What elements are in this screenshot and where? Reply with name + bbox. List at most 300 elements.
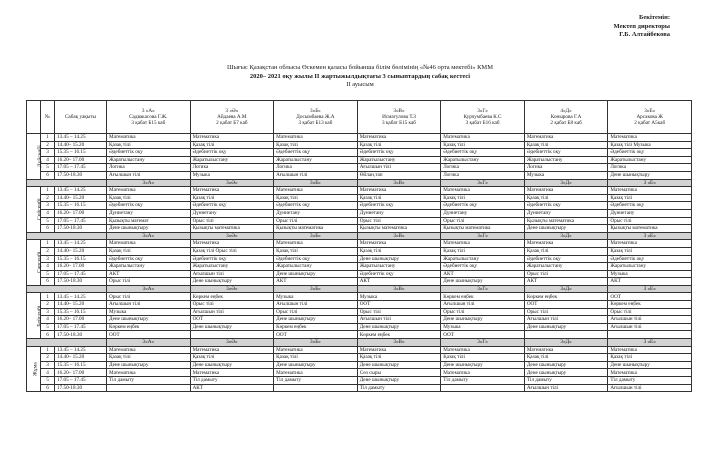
lesson-time: 15.35 – 16.15 [55, 255, 107, 263]
subject-cell: Математика [190, 134, 274, 142]
subject-cell: Әдебиеттік оқу [107, 149, 191, 157]
subject-cell: Тіл дамыту [608, 377, 692, 385]
subject-cell: Қазақ тілі [274, 354, 358, 362]
lesson-time: 16.20– 17.00 [55, 263, 107, 271]
subject-cell: Қазақ тілі [524, 194, 608, 202]
subject-cell: Математика [274, 134, 358, 142]
subject-cell: Көркем еңбек [274, 323, 358, 331]
lesson-time: 17.50-18.30 [55, 278, 107, 286]
table-row [27, 134, 692, 142]
subject-cell: Математика [107, 187, 191, 195]
subject-cell: Музыка [357, 293, 441, 301]
subject-cell: Дүниетану [524, 209, 608, 217]
lesson-number: 5 [41, 164, 55, 172]
lesson-time: 14.40– 15.20 [55, 247, 107, 255]
lesson-number: 1 [41, 134, 55, 142]
table-row [27, 164, 692, 172]
subject-cell [107, 384, 191, 392]
separator-class-label: 3 «Е» [608, 339, 692, 347]
subject-cell: Қазақ тілі [107, 194, 191, 202]
subject-cell: Математика [608, 240, 692, 248]
table-row [27, 171, 692, 179]
subject-cell: Дене шынықтыру [441, 278, 525, 286]
separator-class-label: 3 «Е» [608, 179, 692, 187]
table-row [27, 361, 692, 369]
subject-cell: Көркем еңбек [441, 293, 525, 301]
separator-class-label: 3«Ә» [190, 232, 274, 240]
school-name: Шығыс Қазақстан облысы Өскемен қаласы бойынша білім бөлімінің «№46 орта мектебі» КММ [227, 64, 493, 71]
lesson-time: 15.35 – 16.15 [55, 149, 107, 157]
table-row [27, 346, 692, 354]
table-row [27, 217, 692, 225]
subject-cell: Дене шынықтыру [190, 361, 274, 369]
subject-cell: Дене шынықтыру [357, 361, 441, 369]
subject-cell: Көркем еңбек [107, 323, 191, 331]
separator-class-label: 3«Г» [441, 285, 525, 293]
lesson-number: 6 [41, 331, 55, 339]
schedule-title: 2020– 2021 оқу жылы II жартыжылдықтағы 3 сыныптардың сабақ кестесі [249, 72, 471, 80]
subject-cell: Математика [357, 187, 441, 195]
subject-cell: Дене шынықтыру [608, 361, 692, 369]
subject-cell: Жаратылыстану [107, 156, 191, 164]
lesson-number: 3 [41, 202, 55, 210]
subject-cell: Қазақ тілі [357, 354, 441, 362]
header-class: 3 «А» Садвакасова Г.Ж. 3 қабат Б15 каб [107, 101, 191, 134]
subject-cell: Дене шынықтыру [524, 361, 608, 369]
subject-cell: Әдебиеттік оқу [524, 255, 608, 263]
subject-cell: Дене шынықтыру [190, 323, 274, 331]
subject-cell: Қазақ тілі [441, 194, 525, 202]
lesson-time: 17.05 – 17.45 [55, 270, 107, 278]
lesson-number: 3 [41, 361, 55, 369]
lesson-number: 2 [41, 247, 55, 255]
header-class: 3«Е» Арсакова Ж 2 қабат А5каб [608, 101, 692, 134]
lesson-number: 5 [41, 377, 55, 385]
subject-cell: Қазақ тілі [524, 247, 608, 255]
subject-cell: Дене шынықтыру [608, 171, 692, 179]
subject-cell: Математика [357, 134, 441, 142]
subject-cell: Математика [107, 369, 191, 377]
subject-cell: Қазақ тілі [357, 194, 441, 202]
subject-cell: Жаратылыстану [190, 263, 274, 271]
subject-cell: Математика [274, 240, 358, 248]
day-name: Сәрсенбі [36, 251, 43, 274]
lesson-time: 17.05 – 17.45 [55, 164, 107, 172]
subject-cell: Дене шынықтыру [357, 323, 441, 331]
subject-cell: Математика [441, 187, 525, 195]
lesson-time: 17.05 – 17.45 [55, 217, 107, 225]
subject-cell: Жаратылыстану [274, 156, 358, 164]
table-row [27, 278, 692, 286]
lesson-number: 2 [41, 301, 55, 309]
day-name: Бейсенбі [36, 305, 43, 327]
subject-cell: Тіл дамыту [107, 377, 191, 385]
subject-cell: Музыка [274, 293, 358, 301]
day-label [27, 293, 41, 339]
lesson-number: 3 [41, 149, 55, 157]
subject-cell: Дене шынықтыру [107, 316, 191, 324]
subject-cell: Логика [441, 164, 525, 172]
subject-cell: Жаратылыстану [107, 263, 191, 271]
lesson-number: 3 [41, 308, 55, 316]
subject-cell: Қызықты математ [107, 217, 191, 225]
header-class: 3«Г» Курчумбаева К.С 3 қабат Б16 каб [441, 101, 525, 134]
separator-class-label: 3«Б» [274, 179, 358, 187]
lesson-number: 6 [41, 384, 55, 392]
lesson-time: 17.50-18.30 [55, 171, 107, 179]
separator-class-label: 3«Д» [524, 339, 608, 347]
approval-position: Мектеп директоры [613, 22, 670, 30]
subject-cell: Әдебиеттік оқу [190, 149, 274, 157]
subject-cell: Дене шынықтыру [107, 225, 191, 233]
subject-cell: Тіл дамыту [524, 377, 608, 385]
table-row [27, 187, 692, 195]
subject-cell [524, 331, 608, 339]
separator-class-label: 3«Б» [274, 232, 358, 240]
subject-cell: Орыс тілі [608, 308, 692, 316]
subject-cell: Орыс тілі [608, 217, 692, 225]
subject-cell: Математика [190, 346, 274, 354]
lesson-time: 14.40– 15.20 [55, 301, 107, 309]
subject-cell: Орыс тілі [357, 308, 441, 316]
subject-cell: Дене шынықтыру [190, 278, 274, 286]
subject-cell: Қазақ тілі [274, 247, 358, 255]
subject-cell: Көркем еңбек [608, 301, 692, 309]
day-label [27, 187, 41, 233]
separator-blank [27, 339, 107, 347]
subject-cell: Дүниетану [608, 209, 692, 217]
subject-cell: Әдебиеттік оқу [608, 202, 692, 210]
subject-cell: Әдебиеттік оқу [107, 255, 191, 263]
separator-blank [27, 285, 107, 293]
lesson-time: 15.35 – 16.15 [55, 202, 107, 210]
subject-cell: Қазақ тілі [608, 354, 692, 362]
subject-cell: Қазақ тілі [190, 141, 274, 149]
subject-cell: Әдебиеттік оқу [107, 202, 191, 210]
day-name: Сейсенбі [36, 198, 43, 221]
subject-cell: Қызықты математика [357, 225, 441, 233]
subject-cell [441, 384, 525, 392]
day-label [27, 346, 41, 392]
subject-cell: Ағылшын тілі [190, 308, 274, 316]
subject-cell: Қазақ тілі [608, 247, 692, 255]
subject-cell: Сөз сыры [357, 369, 441, 377]
subject-cell: Музыка [608, 270, 692, 278]
subject-cell: Жаратылыстану [441, 156, 525, 164]
separator-class-label: 3«В» [357, 179, 441, 187]
subject-cell: Тіл дамыту [274, 377, 358, 385]
subject-cell: Логика [107, 164, 191, 172]
subject-cell: Математика [524, 134, 608, 142]
subject-cell: АКТ [274, 278, 358, 286]
subject-cell: АКТ [357, 278, 441, 286]
separator-class-label: 3 «Е» [608, 285, 692, 293]
subject-cell: Қазақ тілі [441, 247, 525, 255]
lesson-number: 4 [41, 369, 55, 377]
subject-cell: Дене шынықтыру [524, 369, 608, 377]
subject-cell: Қазақ тілі [107, 247, 191, 255]
separator-class-label: 3«В» [357, 285, 441, 293]
subject-cell: Дене шынықтыру [357, 377, 441, 385]
separator-class-label: 3«Ә» [190, 339, 274, 347]
table-row [27, 209, 692, 217]
subject-cell: Әдебиеттік оқу [524, 202, 608, 210]
subject-cell: Қызықты математика [441, 225, 525, 233]
subject-cell: Математика [524, 346, 608, 354]
day-label [27, 240, 41, 286]
subject-cell: Қазақ тілі [524, 354, 608, 362]
subject-cell: Дене шынықтыру [274, 270, 358, 278]
subject-cell: Жаратылыстану [608, 263, 692, 271]
schedule-body [27, 101, 692, 392]
subject-cell: Математика [441, 346, 525, 354]
separator-class-label: 3«Г» [441, 339, 525, 347]
subject-cell: Математика [441, 240, 525, 248]
lesson-number: 3 [41, 255, 55, 263]
subject-cell: Математика [357, 240, 441, 248]
subject-cell: Жаратылыстану [441, 255, 525, 263]
subject-cell: Дене шынықтыру [524, 225, 608, 233]
subject-cell: Математика [190, 240, 274, 248]
subject-cell: АКТ [190, 384, 274, 392]
class-separator-row [27, 179, 692, 187]
header-class: 4«Д» Конырова Г.А 2 қабат Б8 каб [524, 101, 608, 134]
table-row [27, 331, 692, 339]
subject-cell: Өйлан,тап [357, 171, 441, 179]
lesson-time: 17.50-18.30 [55, 331, 107, 339]
lesson-number: 4 [41, 209, 55, 217]
subject-cell: ООТ [357, 301, 441, 309]
separator-class-label: 3«Б» [274, 339, 358, 347]
subject-cell: Тіл дамыту [441, 377, 525, 385]
subject-cell: Орыс тілі [274, 308, 358, 316]
header-time: Сабақ уақыты [55, 101, 107, 134]
subject-cell: Қазақ тілі [357, 141, 441, 149]
subject-cell: Қазақ тілі [274, 194, 358, 202]
subject-cell: Математика [274, 187, 358, 195]
subject-cell [190, 331, 274, 339]
subject-cell: Ағылшын тілі [274, 171, 358, 179]
subject-cell: АКТ [441, 270, 525, 278]
subject-cell: Әдебиеттік оқу [190, 202, 274, 210]
subject-cell: Орыс тілі [190, 217, 274, 225]
header-number: № [41, 101, 55, 134]
table-row [27, 141, 692, 149]
lesson-number: 5 [41, 217, 55, 225]
subject-cell: Математика [524, 240, 608, 248]
subject-cell: Музыка [107, 308, 191, 316]
subject-cell: Әдебиеттік оқу [274, 255, 358, 263]
separator-class-label: 3«А» [107, 232, 191, 240]
separator-class-label: 3«Д» [524, 232, 608, 240]
lesson-number: 1 [41, 346, 55, 354]
subject-cell: Математика [107, 134, 191, 142]
lesson-time: 13.45 – 14.25 [55, 187, 107, 195]
subject-cell: ООТ [441, 331, 525, 339]
separator-class-label: 3«Д» [524, 179, 608, 187]
table-row [27, 247, 692, 255]
subject-cell: Математика [357, 346, 441, 354]
lesson-time: 14.40– 15.20 [55, 141, 107, 149]
subject-cell: Тіл дамыту [190, 377, 274, 385]
separator-class-label: 3«Б» [274, 285, 358, 293]
subject-cell: Дене шынықтыру [274, 316, 358, 324]
subject-cell: Ағылшын тілі [524, 384, 608, 392]
subject-cell: Дене шынықтыру [357, 255, 441, 263]
approval-signatory: Г.Б. Алтайбекова [619, 31, 670, 38]
subject-cell: Әдебиеттік оқу [524, 149, 608, 157]
lesson-time: 17.50-18.30 [55, 384, 107, 392]
subject-cell: Көркем еңбек [524, 293, 608, 301]
separator-class-label: 3 «Е» [608, 232, 692, 240]
subject-cell: Ағылшын тілі [190, 270, 274, 278]
subject-cell: Әдебиеттік оқу [441, 149, 525, 157]
subject-cell: Математика [190, 187, 274, 195]
subject-cell: Музыка [524, 171, 608, 179]
subject-cell: Көркем еңбек [190, 293, 274, 301]
subject-cell: Орыс тілі [357, 217, 441, 225]
subject-cell: Орыс тілі [107, 293, 191, 301]
table-row [27, 270, 692, 278]
subject-cell: Қазақ тілі [274, 141, 358, 149]
subject-cell: Орыс тілі [190, 301, 274, 309]
lesson-number: 4 [41, 263, 55, 271]
lesson-number: 1 [41, 240, 55, 248]
subject-cell: Ағылшын тілі [524, 316, 608, 324]
subject-cell: Қызықты математика [524, 217, 608, 225]
subject-cell: Қазақ тілі [608, 194, 692, 202]
subject-cell: Логика [524, 164, 608, 172]
lesson-time: 13.45 – 14.25 [55, 240, 107, 248]
subject-cell: Математика [441, 369, 525, 377]
subject-cell: Ағылшын тілі [357, 316, 441, 324]
lesson-number: 5 [41, 323, 55, 331]
subject-cell: Дене шынықтыру [441, 316, 525, 324]
lesson-time: 15.35 – 16.15 [55, 308, 107, 316]
lesson-number: 1 [41, 293, 55, 301]
subject-cell: Қазақ тілі Орыс тілі [190, 247, 274, 255]
table-row [27, 149, 692, 157]
subject-cell: Музыка [190, 171, 274, 179]
lesson-time: 13.45 – 14.25 [55, 293, 107, 301]
lesson-number: 2 [41, 354, 55, 362]
day-name: Жұма [32, 362, 39, 376]
subject-cell: Математика [274, 369, 358, 377]
separator-class-label: 3«Ә» [190, 179, 274, 187]
separator-class-label: 3«Ә» [190, 285, 274, 293]
table-row [27, 255, 692, 263]
separator-class-label: 3«Д» [524, 285, 608, 293]
subject-cell: Қызықты математика [190, 225, 274, 233]
lesson-time: 16.20– 17.00 [55, 156, 107, 164]
approval-title: Бекітемін: [639, 14, 670, 21]
subject-cell: Қазақ тілі Музыка [608, 141, 692, 149]
table-row [27, 194, 692, 202]
header-class: 3«Б» Досымбаева Ж.А 3 қабат Б13 каб [274, 101, 358, 134]
day-name: Дүйсенбі [36, 145, 43, 168]
subject-cell: Қызықты математика [608, 225, 692, 233]
subject-cell: Орыс тілі [524, 308, 608, 316]
table-row [27, 369, 692, 377]
subject-cell: Дене шынықтыру [274, 361, 358, 369]
lesson-number: 6 [41, 278, 55, 286]
table-row [27, 156, 692, 164]
table-row [27, 263, 692, 271]
table-row [27, 301, 692, 309]
subject-cell: Қазақ тілі [190, 194, 274, 202]
subject-cell: АКТ [524, 278, 608, 286]
table-row [27, 308, 692, 316]
subject-cell: Жаратылыстану [274, 263, 358, 271]
subject-cell: Ағылшын тілі [441, 301, 525, 309]
separator-class-label: 3«Г» [441, 179, 525, 187]
subject-cell: Орыс тілі [441, 217, 525, 225]
subject-cell: Қазақ тілі [441, 141, 525, 149]
document-header [0, 64, 720, 90]
table-row [27, 354, 692, 362]
subject-cell: АКТ [608, 278, 692, 286]
subject-cell: Дене шынықтыру [524, 323, 608, 331]
table-row [27, 240, 692, 248]
lesson-time: 16.20– 17.00 [55, 209, 107, 217]
subject-cell: Логика [608, 164, 692, 172]
lesson-time: 14.40– 15.20 [55, 354, 107, 362]
lesson-time: 16.20– 17.00 [55, 316, 107, 324]
header-empty-cell [27, 101, 41, 134]
subject-cell: Дүниетану [190, 209, 274, 217]
subject-cell: Математика [608, 187, 692, 195]
lesson-time: 16.20– 17.00 [55, 369, 107, 377]
subject-cell: Ағылшын тілі [107, 301, 191, 309]
lesson-number: 2 [41, 141, 55, 149]
subject-cell: Әдебиеттік оқу [441, 263, 525, 271]
subject-cell: Математика [107, 346, 191, 354]
subject-cell: Қазақ тілі [357, 247, 441, 255]
lesson-time: 17.50-18.30 [55, 225, 107, 233]
subject-cell: Орыс тілі [524, 270, 608, 278]
separator-class-label: 3«Г» [441, 232, 525, 240]
subject-cell: Дене шынықтыру [107, 361, 191, 369]
subject-cell: Қазақ тілі [107, 141, 191, 149]
shift-label: II ауысым [346, 81, 374, 88]
subject-cell: Ағылшын тілі [357, 164, 441, 172]
subject-cell: Әдебиеттік оқу [608, 255, 692, 263]
lesson-number: 6 [41, 171, 55, 179]
table-row [27, 316, 692, 324]
separator-blank [27, 179, 107, 187]
subject-cell [608, 331, 692, 339]
subject-cell: Математика [190, 369, 274, 377]
lesson-number: 4 [41, 316, 55, 324]
subject-cell: Жаратылыстану [524, 263, 608, 271]
lesson-time: 14.40– 15.20 [55, 194, 107, 202]
subject-cell: Әдебиеттік оқу [357, 270, 441, 278]
separator-blank [27, 232, 107, 240]
subject-cell: Дүниетану [107, 209, 191, 217]
table-row [27, 202, 692, 210]
subject-cell: Дүниетану [274, 209, 358, 217]
subject-cell: Көркем еңбек [357, 331, 441, 339]
subject-cell: Логика [274, 164, 358, 172]
subject-cell: Қазақ тілі [441, 354, 525, 362]
subject-cell: Қазақ тілі [190, 354, 274, 362]
subject-cell: Қызықты математика [274, 225, 358, 233]
subject-cell: Тіл дамыту [357, 384, 441, 392]
subject-cell: Дене шынықтыру [441, 361, 525, 369]
lesson-time: 17.05 – 17.45 [55, 323, 107, 331]
lesson-time: 15.35 – 16.15 [55, 361, 107, 369]
subject-cell: Математика [608, 134, 692, 142]
